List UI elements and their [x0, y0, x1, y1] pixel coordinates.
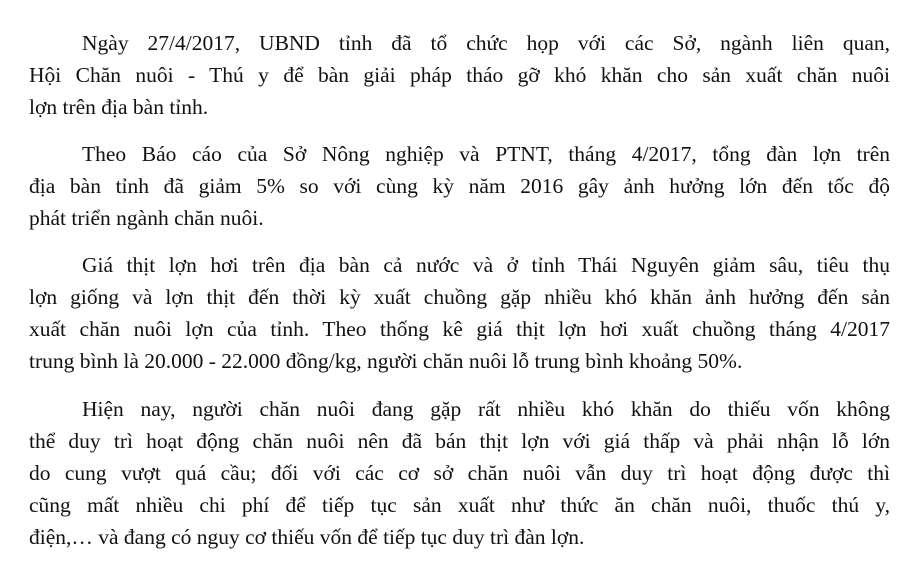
text-line: do cung vượt quá cầu; đối với các cơ sở chăn nuôi vẫn duy trì hoạt động được thì [29, 461, 890, 485]
text-line: lợn trên địa bàn tỉnh. [29, 95, 209, 119]
text-line: Giá thịt lợn hơi trên địa bàn cả nước và ở tỉnh Thái Nguyên giảm sâu, tiêu thụ [82, 253, 890, 277]
text-line: Hội Chăn nuôi - Thú y để bàn giải pháp tháo gỡ khó khăn cho sản xuất chăn nuôi [29, 63, 890, 87]
text-line: xuất chăn nuôi lợn của tỉnh. Theo thống kê giá thịt lợn hơi xuất chuồng tháng 4/2017 [29, 317, 890, 341]
text-line: trung bình là 20.000 - 22.000 đồng/kg, người chăn nuôi lỗ trung bình khoảng 50%. [29, 349, 743, 373]
text-line: lợn giống và lợn thịt đến thời kỳ xuất chuồng gặp nhiều khó khăn ảnh hưởng đến sản [29, 285, 890, 309]
text-line: địa bàn tỉnh đã giảm 5% so với cùng kỳ năm 2016 gây ảnh hưởng lớn đến tốc độ [29, 174, 890, 198]
text-line: Ngày 27/4/2017, UBND tỉnh đã tổ chức họp với các Sở, ngành liên quan, [82, 31, 890, 55]
text-line: cũng mất nhiều chi phí để tiếp tục sản xuất như thức ăn chăn nuôi, thuốc thú y, [29, 493, 890, 517]
text-line: thể duy trì hoạt động chăn nuôi nên đã bán thịt lợn với giá thấp và phải nhận lỗ lớn [29, 429, 890, 453]
text-line: điện,… và đang có nguy cơ thiếu vốn để tiếp tục duy trì đàn lợn. [29, 525, 585, 549]
text-line: phát triển ngành chăn nuôi. [29, 206, 264, 230]
text-line: Theo Báo cáo của Sở Nông nghiệp và PTNT, tháng 4/2017, tổng đàn lợn trên [82, 142, 890, 166]
text-line: Hiện nay, người chăn nuôi đang gặp rất nhiều khó khăn do thiếu vốn không [82, 397, 890, 421]
